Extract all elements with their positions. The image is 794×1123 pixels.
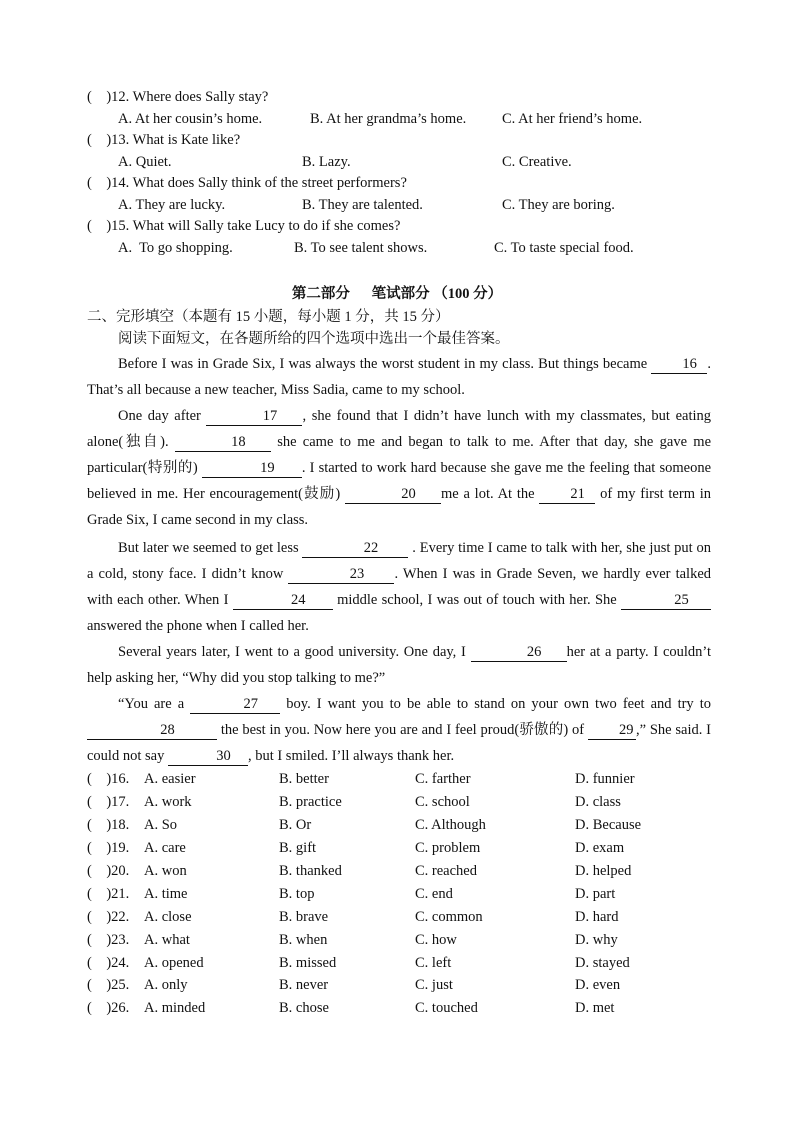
passage-text: , she found that I didn’t have lunch with my classmates, but eating alone(独自).	[87, 408, 711, 450]
option-b: B. They are talented.	[302, 197, 423, 213]
blank-24: 24	[233, 591, 333, 610]
option-a: A. They are lucky.	[118, 197, 226, 213]
passage-text: Before I was in Grade Six, I was always the worst student in my class. But things became	[118, 356, 648, 372]
paragraph-3	[87, 535, 711, 639]
answer-paren: ( )14. What does Sally think of the street performers?	[87, 175, 407, 191]
passage-text: ,” She said. I could not say	[87, 722, 712, 764]
option-row: ( )20. A. won B. thanked C. reached D. helped	[87, 863, 632, 879]
passage-text: she came to me and began to talk to me. After that day, she gave me particular(特别的)	[87, 434, 712, 476]
blank-27: 27	[190, 695, 280, 714]
option-row: ( )18. A. So B. Or C. Although D. Because	[87, 817, 642, 833]
option-c: C. Creative.	[502, 154, 572, 170]
blank-18: 18	[175, 433, 271, 452]
passage-text: “You are a	[118, 696, 185, 712]
passage-text: But later we seemed to get less	[118, 540, 299, 556]
question-number: 15	[111, 218, 126, 234]
blank-21: 21	[539, 485, 595, 504]
section-instruction: 阅读下面短文，在各题所给的四个选项中选出一个最佳答案。	[118, 331, 510, 347]
answer-paren: ( )12. Where does Sally stay?	[87, 89, 269, 105]
passage-text: of my first term in Grade Six, I came second in my class.	[87, 486, 712, 528]
option-b: B. Lazy.	[302, 154, 351, 170]
option-row: ( )26. A. minded B. chose C. touched D. met	[87, 1000, 615, 1016]
passage-text: boy. I want you to be able to stand on your own two feet and try to	[286, 696, 712, 712]
option-row: ( )23. A. what B. when C. how D. why	[87, 932, 618, 948]
answer-paren: ( )13. What is Kate like?	[87, 132, 241, 148]
option-row: ( )24. A. opened B. missed C. left D. stayed	[87, 955, 630, 971]
option-row: ( )16. A. easier B. better C. farther D. funnier	[87, 771, 635, 787]
question-text: What is Kate like?	[132, 132, 241, 148]
option-b: B. To see talent shows.	[294, 240, 428, 256]
paragraph-1	[87, 351, 711, 403]
option-b: B. At her grandma’s home.	[310, 111, 467, 127]
blank-23: 23	[288, 565, 394, 584]
blank-19: 19	[202, 459, 302, 478]
passage-text: her at a party. I couldn’t help asking her, “Why did you stop talking to me?”	[87, 644, 712, 686]
option-a: A. At her cousin’s home.	[118, 111, 263, 127]
passage-text: . That’s all because a new teacher, Miss Sadia, came to my school.	[87, 356, 711, 398]
blank-29: 29	[588, 721, 636, 740]
question-number: 12	[111, 89, 126, 105]
passage-text: me a lot. At the	[440, 486, 535, 502]
passage-text: . When I was in Grade Seven, we hardly ever talked with each other. When I	[87, 566, 712, 608]
passage-text: the best in you. Now here you are and I feel proud(骄傲的) of	[220, 722, 585, 738]
passage-text: One day after	[118, 408, 201, 424]
blank-16: 16	[651, 355, 707, 374]
option-c: C. They are boring.	[502, 197, 615, 213]
passage-text: Several years later, I went to a good university. One day, I	[118, 644, 466, 660]
passage-text: . I started to work hard because she gave me the feeling that someone believed in me. Her encouragement(鼓励)	[87, 460, 712, 502]
option-row: ( )19. A. care B. gift C. problem D. exam	[87, 840, 625, 856]
question-number: 14	[111, 175, 126, 191]
question-text: Where does Sally stay?	[132, 89, 269, 105]
question-text: What will Sally take Lucy to do if she comes?	[132, 218, 401, 234]
option-c: C. To taste special food.	[494, 240, 634, 256]
option-c: C. At her friend’s home.	[502, 111, 643, 127]
blank-26: 26	[471, 643, 567, 662]
passage-text: , but I smiled. I’ll always thank her.	[247, 748, 455, 764]
blank-22: 22	[302, 539, 408, 558]
blank-17: 17	[206, 407, 302, 426]
passage-text: answered the phone when I called her.	[87, 618, 309, 634]
paragraph-4	[87, 639, 711, 691]
question-text: What does Sally think of the street performers?	[132, 175, 407, 191]
part-title: 第二部分 笔试部分 （100 分）	[291, 286, 503, 302]
option-row: ( )22. A. close B. brave C. common D. hard	[87, 909, 619, 925]
blank-25: 25	[621, 591, 711, 610]
option-row: ( )21. A. time B. top C. end D. part	[87, 886, 616, 902]
passage-text: . Every time I came to talk with her, she just put on a cold, stony face. I didn’t know	[87, 540, 712, 582]
option-row: ( )25. A. only B. never C. just D. even	[87, 977, 621, 993]
paragraph-5	[87, 691, 711, 769]
paragraph-2	[87, 403, 711, 533]
answer-paren: ( )15. What will Sally take Lucy to do if she comes?	[87, 218, 401, 234]
passage-text: middle school, I was out of touch with her. She	[337, 592, 617, 608]
option-row: ( )17. A. work B. practice C. school D. class	[87, 794, 621, 810]
option-a: A. To go shopping.	[118, 240, 233, 256]
blank-30: 30	[168, 747, 248, 766]
option-a: A. Quiet.	[118, 154, 172, 170]
question-number: 13	[111, 132, 126, 148]
blank-28: 28	[87, 721, 217, 740]
section-heading: 二、完形填空（本题有 15 小题，每小题 1 分，共 15 分）	[87, 309, 450, 325]
blank-20: 20	[345, 485, 441, 504]
